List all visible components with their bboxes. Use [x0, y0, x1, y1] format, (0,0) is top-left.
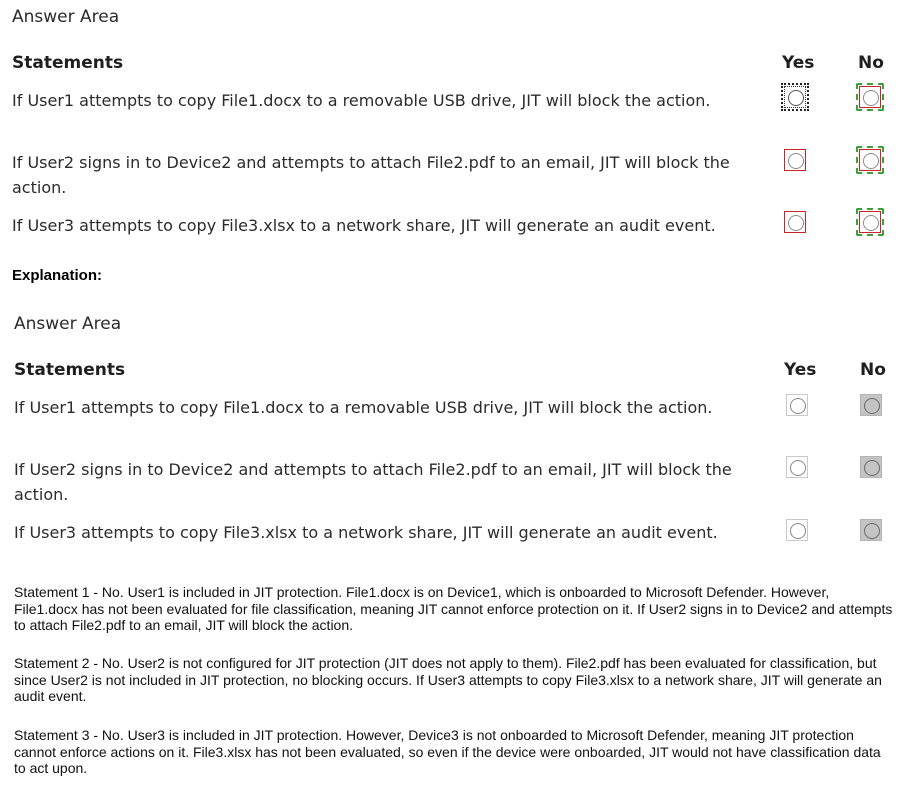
- explanation-paragraph-1: Statement 1 - No. User1 is included in JIT protection. File1.docx is on Device1, which is onboarded to Microsoft Defender. However, File1.docx has not been evaluated for file classification, meaning JIT cannot enforce protection on it. If User2 signs in to Device2 and attempts to attach File2.pdf to an email, JIT will block the action.: [14, 584, 893, 633]
- radio-circle-icon: [863, 153, 879, 169]
- radio-circle-icon: [788, 90, 804, 106]
- question-statement-1: If User1 attempts to copy File1.docx to a removable USB drive, JIT will block the action.: [12, 91, 711, 110]
- question-3-yes-radio[interactable]: [784, 211, 806, 233]
- radio-circle-icon: [863, 90, 879, 106]
- radio-circle-icon: [790, 398, 806, 414]
- question-yes-header: Yes: [782, 53, 815, 73]
- answer-statement-1: If User1 attempts to copy File1.docx to a removable USB drive, JIT will block the action.: [14, 398, 713, 417]
- answer-3-yes-radio[interactable]: [786, 519, 808, 541]
- question-1-yes-radio[interactable]: [784, 86, 806, 108]
- answer-area-title: Answer Area: [14, 314, 122, 334]
- question-3-no-radio[interactable]: [859, 211, 881, 233]
- radio-circle-icon: [863, 215, 879, 231]
- radio-circle-icon: [790, 523, 806, 539]
- answer-statement-3: If User3 attempts to copy File3.xlsx to a network share, JIT will generate an audit event.: [14, 523, 718, 542]
- question-statement-2: If User2 signs in to Device2 and attempts to attach File2.pdf to an email, JIT will block the action.: [12, 153, 730, 197]
- radio-circle-icon: [864, 523, 880, 539]
- question-statement-3: If User3 attempts to copy File3.xlsx to a network share, JIT will generate an audit event.: [12, 216, 716, 235]
- explanation-title: Explanation:: [12, 267, 103, 284]
- radio-circle-icon: [790, 460, 806, 476]
- explanation-paragraph-2: Statement 2 - No. User2 is not configured for JIT protection (JIT does not apply to them). File2.pdf has been evaluated for classification, but since User2 is not included in JIT protection, no blocking occurs. If User3 attempts to copy File3.xlsx to a network share, JIT will generate an audit event.: [14, 655, 882, 704]
- answer-3-no-radio[interactable]: [860, 519, 882, 541]
- question-1-no-radio[interactable]: [859, 86, 881, 108]
- answer-1-yes-radio[interactable]: [786, 394, 808, 416]
- radio-circle-icon: [864, 398, 880, 414]
- question-2-yes-radio[interactable]: [784, 149, 806, 171]
- radio-circle-icon: [788, 153, 804, 169]
- answer-2-no-radio[interactable]: [860, 456, 882, 478]
- answer-yes-header: Yes: [784, 360, 817, 380]
- answer-statement-2: If User2 signs in to Device2 and attempts to attach File2.pdf to an email, JIT will block the action.: [14, 460, 732, 504]
- question-2-no-radio[interactable]: [859, 149, 881, 171]
- question-no-header: No: [858, 53, 884, 73]
- radio-circle-icon: [788, 215, 804, 231]
- answer-2-yes-radio[interactable]: [786, 456, 808, 478]
- explanation-paragraph-3: Statement 3 - No. User3 is included in JIT protection. However, Device3 is not onboarded to Microsoft Defender, meaning JIT protection cannot enforce actions on it. File3.xlsx has not been evaluated, so even if the device were onboarded, JIT would not have classification data to act upon.: [14, 727, 881, 776]
- answer-statements-header: Statements: [14, 360, 126, 380]
- question-statements-header: Statements: [12, 53, 124, 73]
- radio-circle-icon: [864, 460, 880, 476]
- question-area-title: Answer Area: [12, 7, 120, 27]
- answer-1-no-radio[interactable]: [860, 394, 882, 416]
- answer-no-header: No: [860, 360, 886, 380]
